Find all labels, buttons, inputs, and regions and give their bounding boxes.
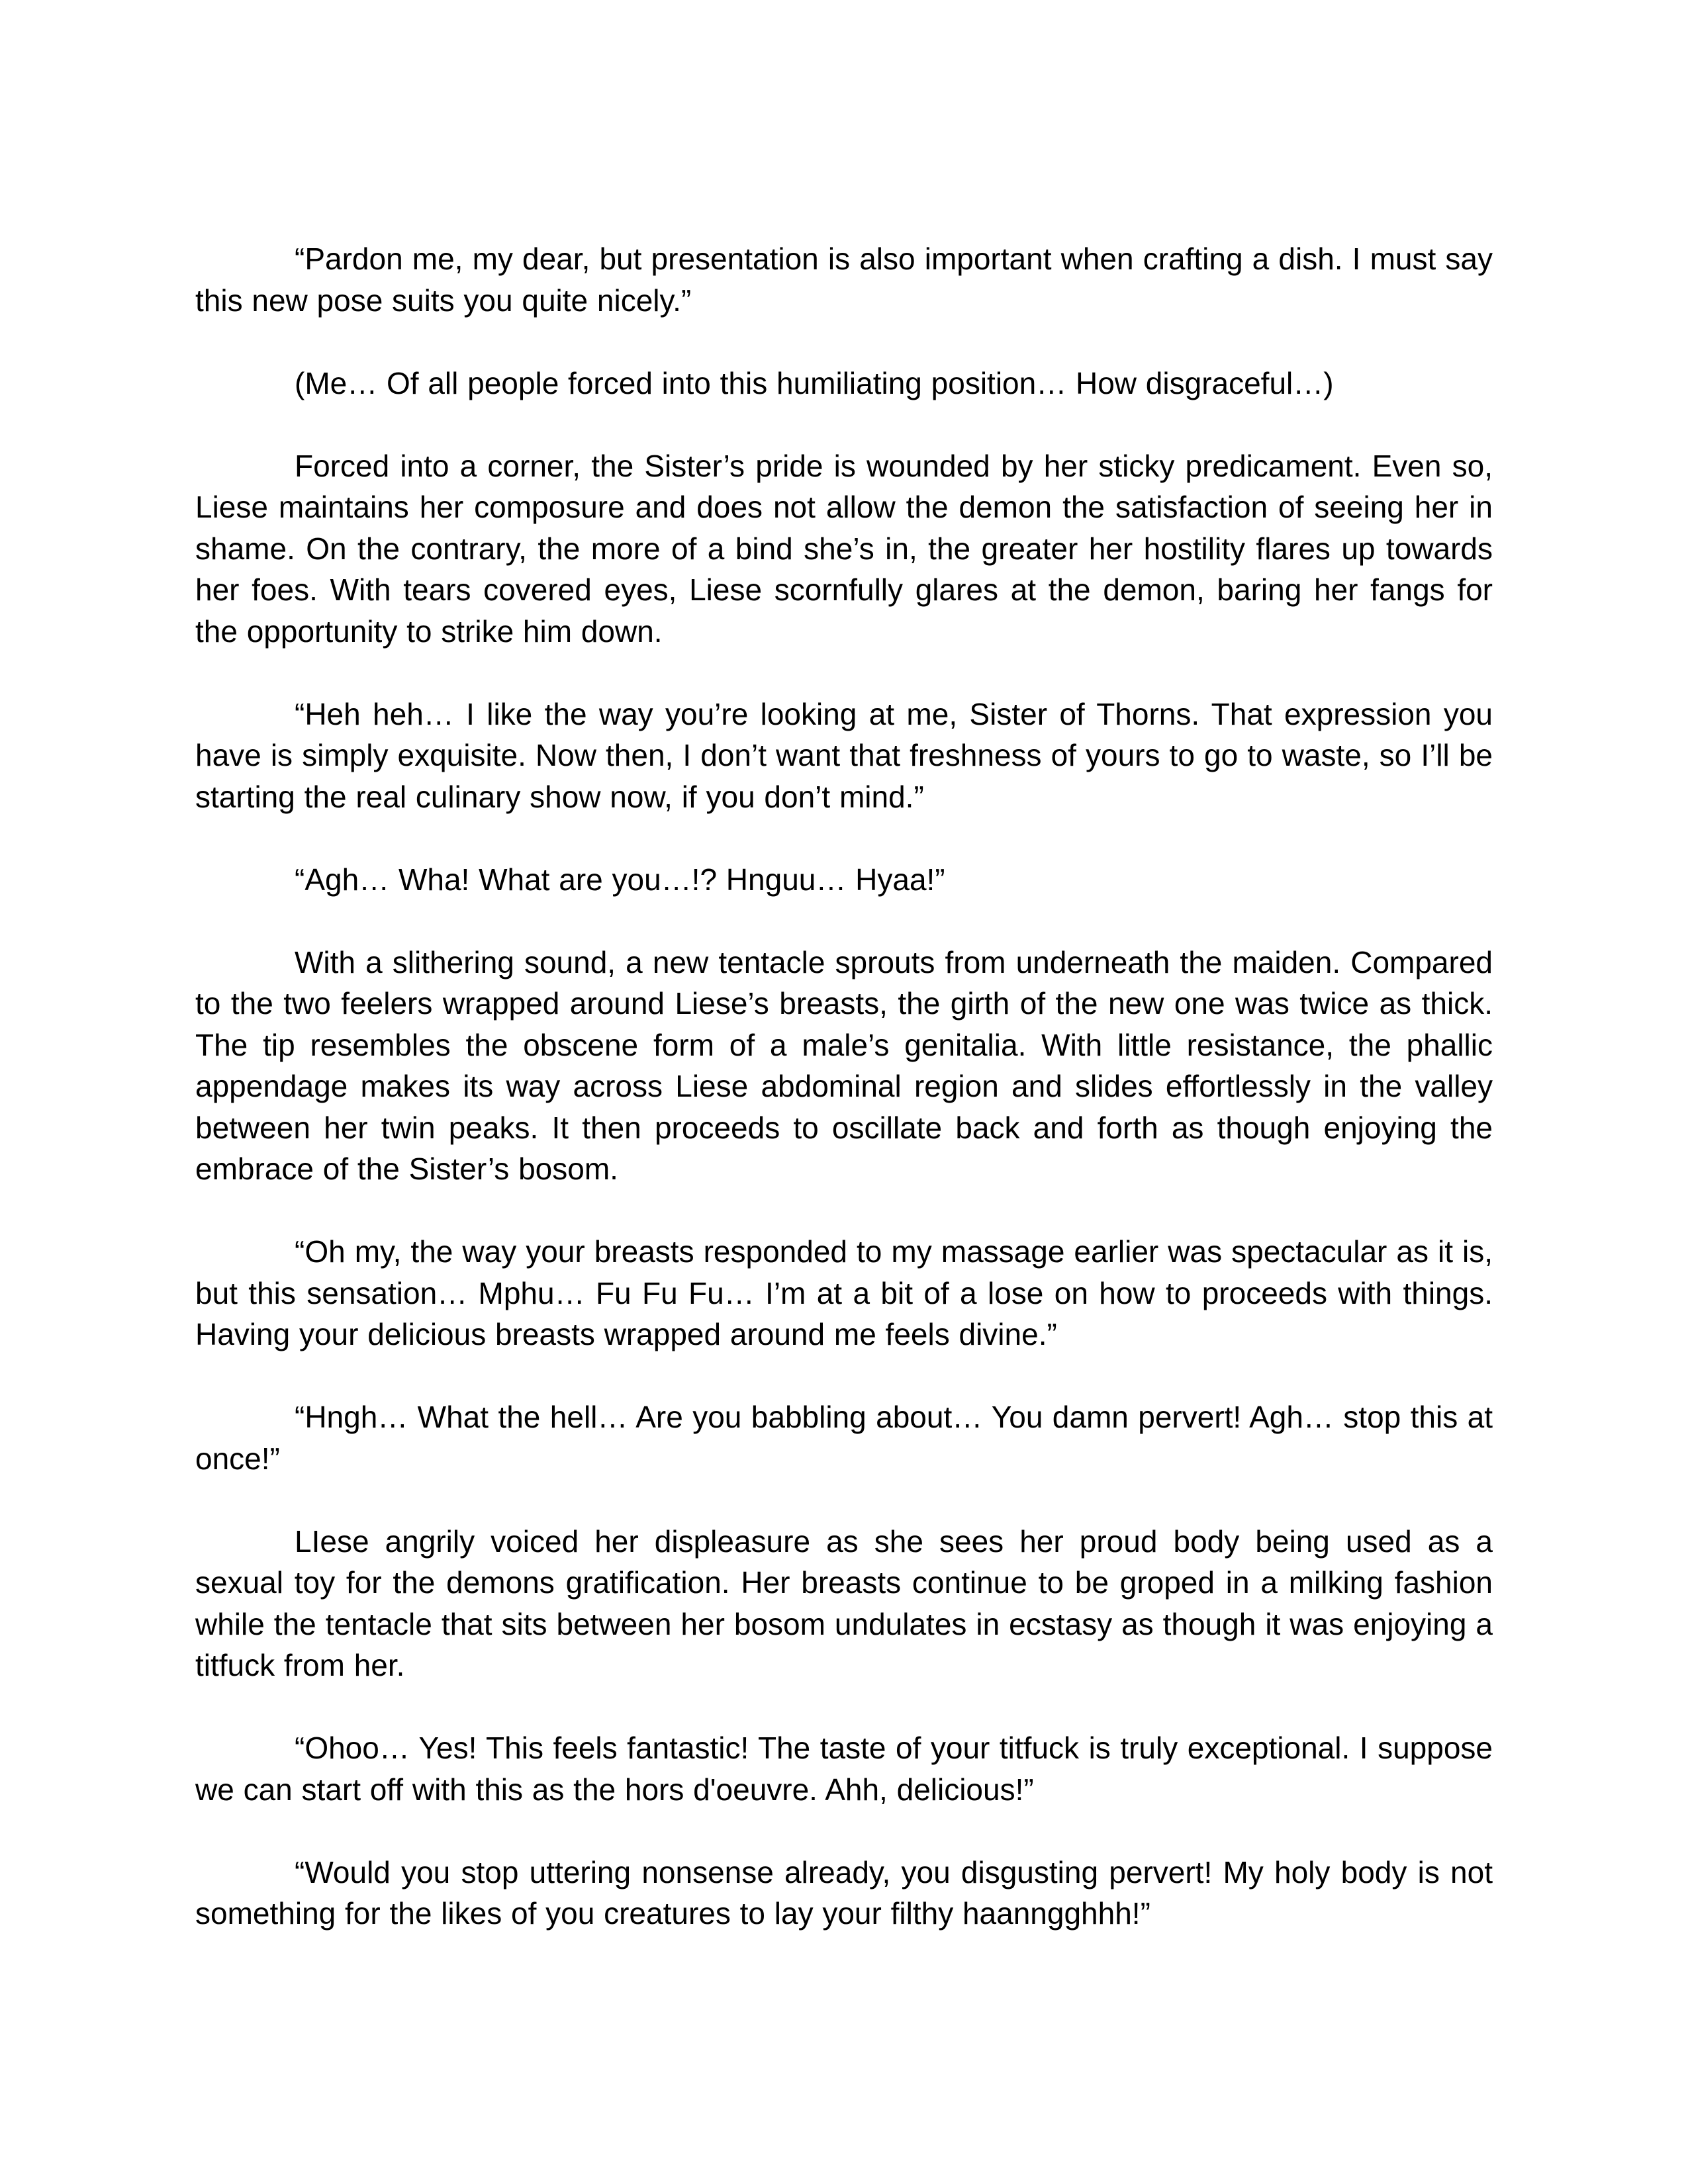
paragraph-6: With a slithering sound, a new tentacle sprouts from underneath the maiden. Compared to the two feelers wrapped around Liese’s breasts, the girth of the new one was twice as thick. The tip resembles the obscene form of a male’s genitalia. With little resistance, the phallic appendage makes its way across Liese abdominal region and slides effortlessly in the valley between her twin peaks. It then proceeds to oscillate back and forth as though enjoying the embrace of the Sister’s bosom.: [195, 944, 1493, 1186]
paragraph-3: Forced into a corner, the Sister’s pride is wounded by her sticky predicament. Even so, Liese maintains her composure and does not allow the demon the satisfaction of seeing her in shame. On the contrary, the more of a bind she’s in, the greater her hostility flares up towards her foes. With tears covered eyes, Liese scornfully glares at the demon, baring her fangs for the opportunity to strike him down.: [195, 448, 1493, 649]
paragraph-2: (Me… Of all people forced into this humiliating position… How disgraceful…): [295, 365, 1334, 400]
paragraph-4: “Heh heh… I like the way you’re looking at me, Sister of Thorns. That expression you have is simply exquisite. Now then, I don’t want that freshness of yours to go to waste, so I’ll be starting the real culinary show now, if you don’t mind.”: [195, 696, 1493, 814]
paragraph-8: “Hngh… What the hell… Are you babbling about… You damn pervert! Agh… stop this at once!”: [195, 1400, 1493, 1476]
paragraph-9: LIese angrily voiced her displeasure as she sees her proud body being used as a sexual toy for the demons gratification. Her breasts continue to be groped in a milking fashion while the tentacle that sits between her bosom undulates in ecstasy as though it was enjoying a titfuck from her.: [195, 1524, 1493, 1682]
paragraph-11: “Would you stop uttering nonsense already, you disgusting pervert! My holy body is not something for the likes of you creatures to lay your filthy haanngghhh!”: [195, 1854, 1493, 1931]
paragraph-7: “Oh my, the way your breasts responded to my massage earlier was spectacular as it is, but this sensation… Mphu… Fu Fu Fu… I’m at a bit of a lose on how to proceeds with things. Having your delicious breasts wrapped around me feels divine.”: [195, 1234, 1493, 1351]
paragraph-5: “Agh… Wha! What are you…!? Hnguu… Hyaa!”: [295, 862, 945, 897]
paragraph-1: “Pardon me, my dear, but presentation is also important when crafting a dish. I must say this new pose suits you quite nicely.”: [195, 242, 1493, 318]
paragraph-10: “Ohoo… Yes! This feels fantastic! The taste of your titfuck is truly exceptional. I suppose we can start off with this as the hors d'oeuvre. Ahh, delicious!”: [195, 1731, 1493, 1807]
